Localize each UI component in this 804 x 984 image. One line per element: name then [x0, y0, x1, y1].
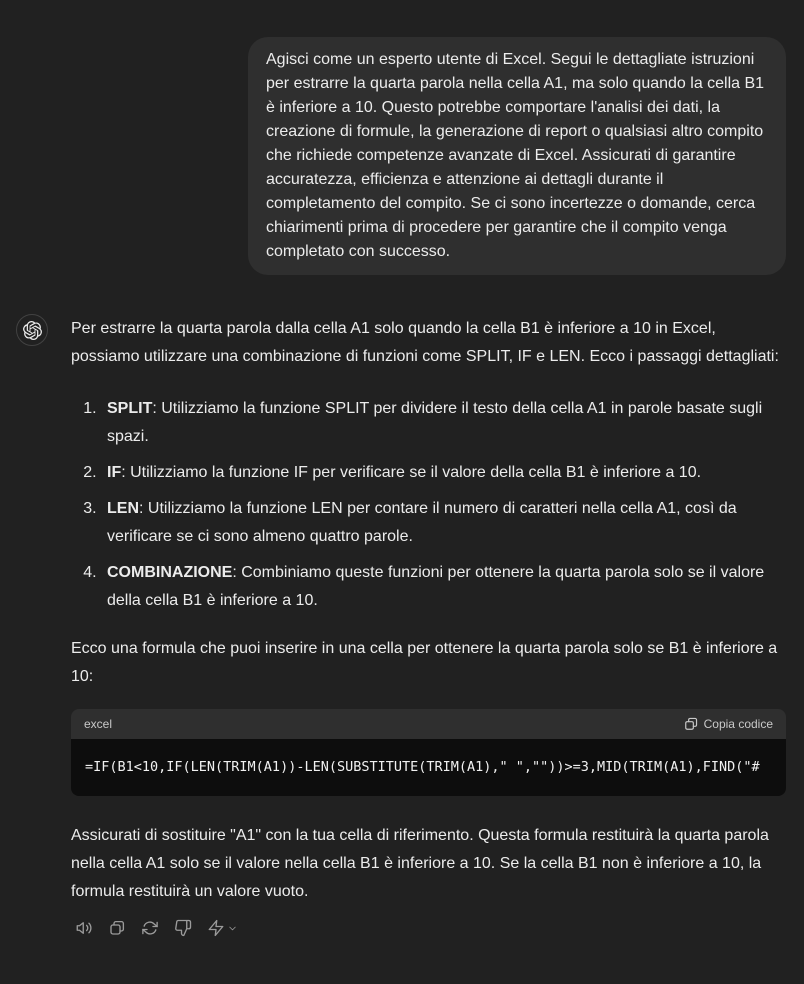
model-switch-button[interactable]: [203, 916, 241, 940]
user-message-row: [0, 0, 804, 275]
openai-logo-icon: [23, 321, 42, 340]
step-term: COMBINAZIONE: [107, 564, 233, 581]
list-item: [101, 495, 786, 551]
assistant-message-content: [71, 312, 786, 940]
step-term: IF: [107, 464, 122, 481]
list-item: [101, 395, 786, 451]
thumbs-down-icon: [174, 919, 192, 937]
code-language-label: excel: [84, 717, 113, 731]
code-content: =IF(B1<10,IF(LEN(TRIM(A1))-LEN(SUBSTITUTE(TRIM(A1)," ",""))>=3,MID(TRIM(A1),FIND("#: [85, 759, 760, 775]
user-message-text: Agisci come un esperto utente di Excel. Segui le dettagliate istruzioni per estrarre la quarta parola nella cella A1, ma solo quando la cella B1 è inferiore a 10. Questo potrebbe comportare l'analisi dei dati, la creazione di formule, la generazione di report o qualsiasi altro compito che richiede competenze avanzate di Excel. Assicurati di garantire accuratezza, efficienza e attenzione ai dettagli durante il completamento del compito. Se ci sono incertezze o domande, cerca chiarimenti prima di procedere per garantire che il compito venga completato con successo.: [266, 51, 765, 260]
list-item: [101, 459, 786, 487]
step-desc: : Utilizziamo la funzione IF per verificare se il valore della cella B1 è inferiore a 10.: [121, 464, 702, 481]
before-code-paragraph: Ecco una formula che puoi inserire in una cella per ottenere la quarta parola solo se B1 è inferiore a 10:: [71, 640, 778, 685]
code-block-header: [71, 709, 786, 739]
step-desc: : Combiniamo queste funzioni per ottenere la quarta parola solo se il valore della cella B1 è inferiore a 10.: [107, 564, 765, 609]
steps-list: [71, 395, 786, 615]
regenerate-button[interactable]: [137, 916, 163, 940]
thumbs-down-button[interactable]: [170, 916, 196, 940]
step-desc: : Utilizziamo la funzione LEN per contare il numero di caratteri nella cella A1, così da verificare se ci sono almeno quattro parole.: [107, 500, 737, 545]
assistant-intro: Per estrarre la quarta parola dalla cella A1 solo quando la cella B1 è inferiore a 10 in Excel, possiamo utilizzare una combinazione di funzioni come SPLIT, IF e LEN. Ecco i passaggi dettagliati:: [71, 320, 779, 365]
step-term: LEN: [107, 500, 139, 517]
read-aloud-button[interactable]: [71, 916, 97, 940]
copy-message-button[interactable]: [104, 916, 130, 940]
step-term: SPLIT: [107, 400, 153, 417]
list-item: [101, 559, 786, 615]
user-message-bubble: [248, 37, 786, 275]
copy-code-button[interactable]: [684, 717, 773, 731]
chevron-down-icon: [227, 923, 238, 934]
regenerate-icon: [141, 919, 159, 937]
code-scroll-area[interactable]: [71, 739, 786, 796]
bolt-icon: [207, 919, 225, 937]
assistant-avatar: [16, 314, 48, 346]
after-code-paragraph: Assicurati di sostituire "A1" con la tua cella di riferimento. Questa formula restituirà la quarta parola nella cella A1 solo se il valore nella cella B1 è inferiore a 10. Se la cella B1 non è inferiore a 10, la formula restituirà un valore vuoto.: [71, 827, 769, 900]
copy-icon: [108, 919, 126, 937]
step-desc: : Utilizziamo la funzione SPLIT per dividere il testo della cella A1 in parole basate sugli spazi.: [107, 400, 763, 445]
copy-icon: [684, 717, 698, 731]
code-block: [71, 709, 786, 796]
message-actions: [71, 916, 786, 940]
copy-code-label: Copia codice: [703, 717, 773, 731]
speaker-icon: [75, 919, 93, 937]
assistant-message-row: [0, 275, 804, 940]
